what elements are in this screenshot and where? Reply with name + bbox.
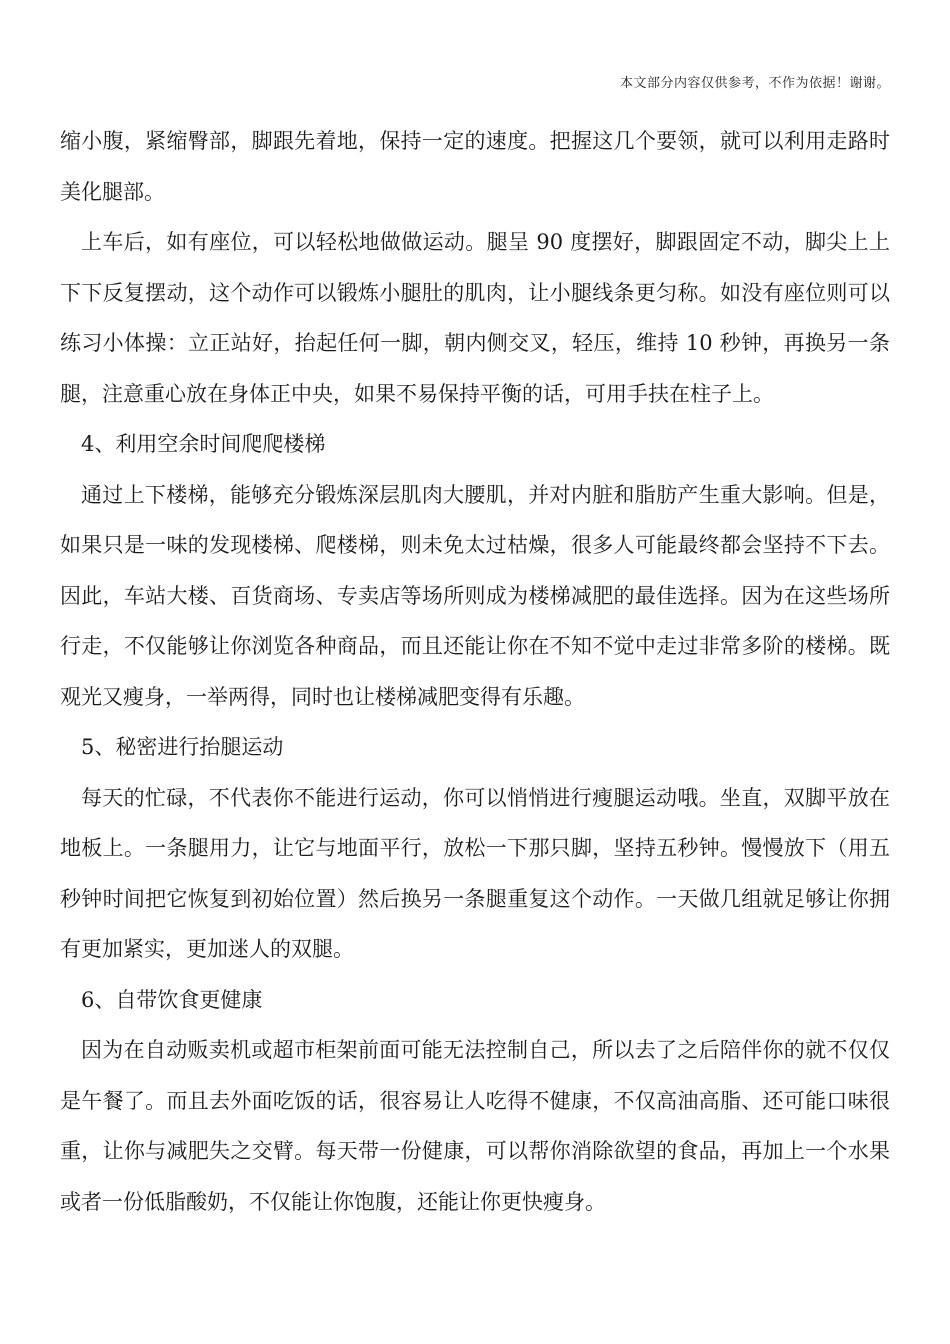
paragraph-stairs: 通过上下楼梯，能够充分锻炼深层肌肉大腰肌，并对内脏和脂肪产生重大影响。但是，如果只是一味的发现楼梯、爬楼梯，则未免太过枯燥，很多人可能最终都会坚持不下去。因此，车站大楼、百货商场、专卖店等场所则成为楼梯减肥的最佳选择。因为在这些场所行走，不仅能够让你浏览各种商品，而且还能让你在不知不觉中走过非常多阶的楼梯。既观光又瘦身，一举两得，同时也让楼梯减肥变得有乐趣。	[60, 482, 890, 709]
section-heading-stairs: 4、利用空余时间爬爬楼梯	[81, 432, 326, 456]
paragraph-own-food: 因为在自动贩卖机或超市柜架前面可能无法控制自己，所以去了之后陪伴你的就不仅仅是午餐了。而且去外面吃饭的话，很容易让人吃得不健康，不仅高油高脂、还可能口味很重，让你与减肥失之交臂。每天带一份健康，可以帮你消除欲望的食品，再加上一个水果或者一份低脂酸奶，不仅能让你饱腹，还能让你更快瘦身。	[60, 1038, 890, 1214]
section-heading-own-food: 6、自带饮食更健康	[81, 987, 263, 1012]
document-body	[60, 116, 890, 1227]
section-heading-leg-raise: 5、秘密进行抬腿运动	[81, 735, 284, 759]
paragraph-bus-exercise: 上车后，如有座位，可以轻松地做做运动。腿呈 90 度摆好，脚跟固定不动，脚尖上上下下反复摆动，这个动作可以锻炼小腿肚的肌肉，让小腿线条更匀称。如没有座位则可以练习小体操：立正站好，抬起任何一脚，朝内侧交叉，轻压，维持 10 秒钟，再换另一条腿，注意重心放在身体正中央，如果不易保持平衡的话，可用手扶在柱子上。	[60, 230, 890, 406]
paragraph-leg-raise: 每天的忙碌，不代表你不能进行运动，你可以悄悄进行瘦腿运动哦。坐直，双脚平放在地板上。一条腿用力，让它与地面平行，放松一下那只脚，坚持五秒钟。慢慢放下（用五秒钟时间把它恢复到初始位置）然后换另一条腿重复这个动作。一天做几组就足够让你拥有更加紧实，更加迷人的双腿。	[60, 785, 890, 961]
paragraph-walking-continued: 缩小腹，紧缩臀部，脚跟先着地，保持一定的速度。把握这几个要领，就可以利用走路时美化腿部。	[60, 129, 890, 204]
header-disclaimer: 本文部分内容仅供参考，不作为依据！谢谢。	[619, 76, 890, 91]
